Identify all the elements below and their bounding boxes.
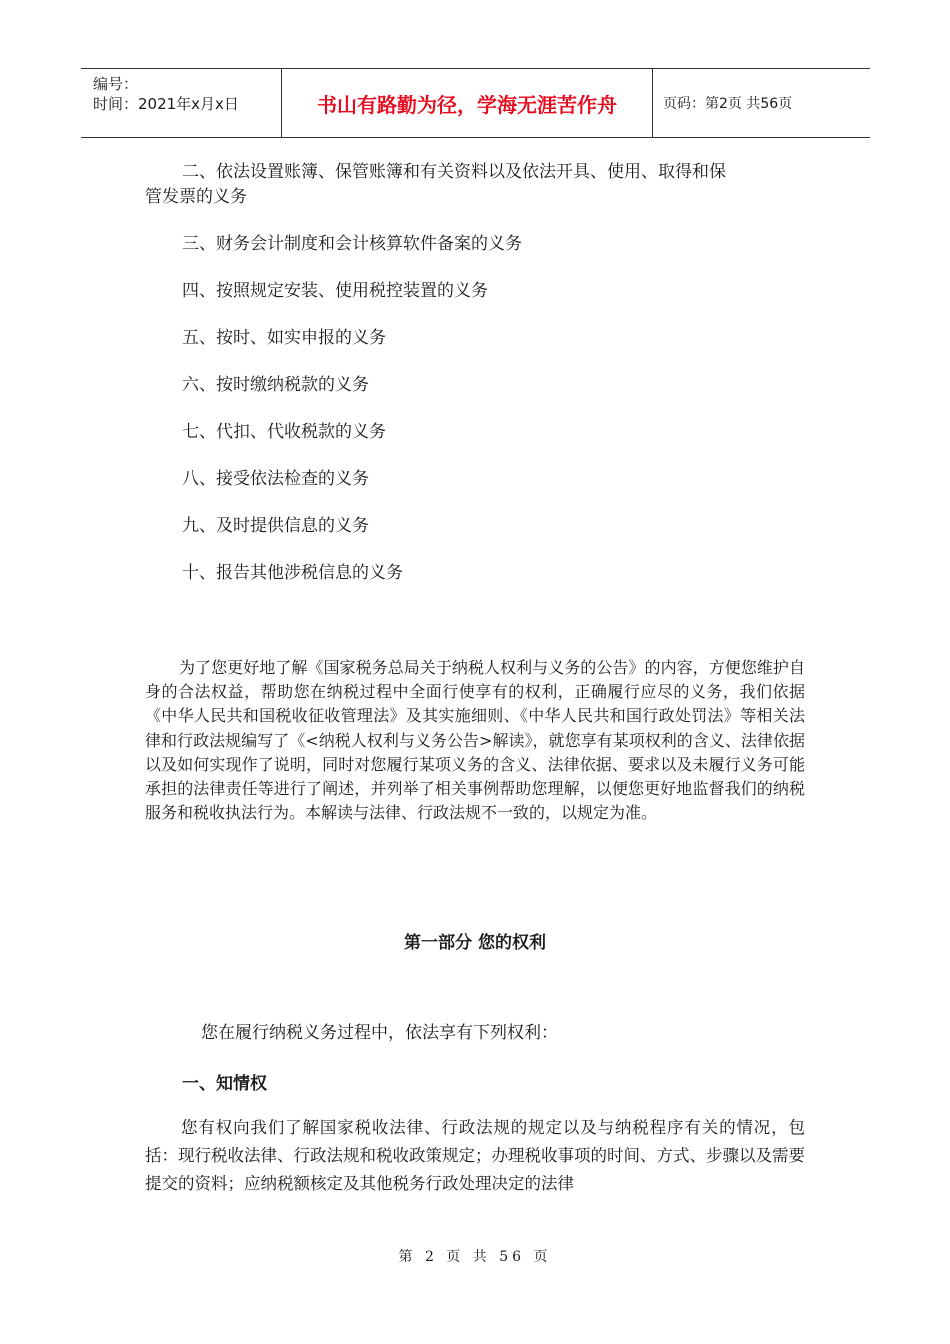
obligation-item: 十、报告其他涉税信息的义务 bbox=[182, 563, 403, 583]
motto: 书山有路勤为径，学海无涯苦作舟 bbox=[317, 92, 617, 117]
obligation-item: 八、接受依法检查的义务 bbox=[182, 469, 369, 489]
page-footer: 第 2 页 共 56 页 bbox=[398, 1249, 552, 1265]
obligation-item: 五、按时、如实申报的义务 bbox=[182, 328, 386, 348]
obligation-item: 四、按照规定安装、使用税控装置的义务 bbox=[182, 281, 488, 301]
obligation-item: 二、依法设置账簿、保管账簿和有关资料以及依法开具、使用、取得和保 bbox=[182, 162, 726, 182]
section-title: 第一部分 您的权利 bbox=[404, 933, 546, 953]
explanation-paragraph: 为了您更好地了解《国家税务总局关于纳税人权利与义务的公告》的内容，方便您维护自身的合法权益，帮助您在纳税过程中全面行使享有的权利，正确履行应尽的义务，我们依据《中华人民共和国税收征收管理法》及其实施细则、《中华人民共和国行政处罚法》等相关法律和行政法规编写了《<纳税人权利与义务公告>解读》，就您享有某项权利的含义、法律依据以及如何实现作了说明，同时对您履行某项义务的含义、法律依据、要求以及未履行义务可能承担的法律责任等进行了阐述，并列举了相关事例帮助您理解，以便您更好地监督我们的纳税服务和税收执法行为。本解读与法律、行政法规不一致的，以规定为准。 bbox=[145, 658, 805, 823]
page-header bbox=[81, 68, 870, 138]
right-paragraph: 您有权向我们了解国家税收法律、行政法规的规定以及与纳税程序有关的情况，包括：现行税收法律、行政法规和税收政策规定；办理税收事项的时间、方式、步骤以及需要提交的资料；应纳税额核定及其他税务行政处理决定的法律 bbox=[145, 1118, 805, 1193]
obligation-item: 三、财务会计制度和会计核算软件备案的义务 bbox=[182, 234, 522, 254]
obligation-item-continued: 管发票的义务 bbox=[145, 187, 247, 207]
obligation-item: 九、及时提供信息的义务 bbox=[182, 516, 369, 536]
number-label: 编号： bbox=[93, 75, 139, 93]
date-label: 时间：2021年x月x日 bbox=[93, 95, 239, 113]
header-page-info: 页码：第2页 共56页 bbox=[663, 96, 793, 112]
obligation-item: 六、按时缴纳税款的义务 bbox=[182, 375, 369, 395]
header-meta bbox=[81, 69, 282, 137]
intro-line: 您在履行纳税义务过程中，依法享有下列权利： bbox=[201, 1023, 558, 1043]
right-heading: 一、知情权 bbox=[182, 1074, 267, 1094]
header-motto-cell bbox=[282, 69, 653, 137]
obligation-item: 七、代扣、代收税款的义务 bbox=[182, 422, 386, 442]
